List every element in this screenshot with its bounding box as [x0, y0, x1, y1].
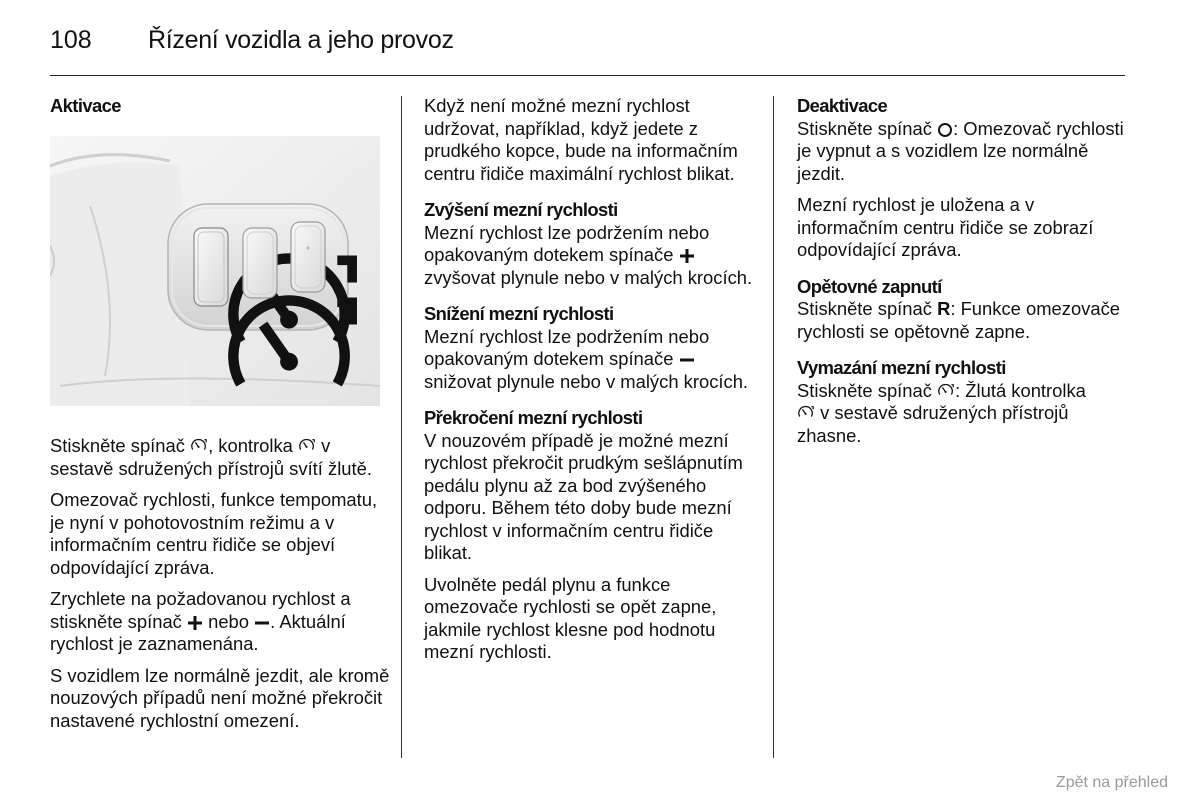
speed-limiter-icon	[937, 382, 955, 400]
paragraph: Zrychlete na požadovanou rychlost a stiskněte spínač nebo . Aktuální rychlost je zaznamenána.	[50, 588, 351, 654]
column-2	[424, 95, 759, 673]
speed-limiter-icon	[298, 437, 316, 455]
heading-increase: Zvýšení mezní rychlosti	[424, 199, 618, 220]
page-title: Řízení vozidla a jeho provoz	[148, 26, 454, 54]
heading-reenable: Opětovné zapnutí	[797, 275, 942, 297]
header-rule	[50, 75, 1125, 76]
page-number: 108	[50, 26, 92, 54]
key-r: R	[937, 298, 951, 319]
paragraph: Stiskněte spínač : Omezovač rychlosti je vypnut a s vozidlem lze normálně jezdit.	[797, 117, 1124, 184]
minus-icon	[679, 352, 695, 368]
heading-exceed: Překročení mezní rychlosti	[424, 407, 643, 428]
minus-icon	[254, 615, 270, 631]
paragraph: V nouzovém případě je možné mezní rychlost překročit prudkým sešlápnutím pedálu plynu až za bod zvýšeného odporu. Během této doby bude mezní rychlost v informačním centru řidiče blikat.	[424, 429, 743, 563]
column-3	[797, 95, 1132, 456]
paragraph: Omezovač rychlosti, funkce tempomatu, je nyní v pohotovostním režimu a v informačním centru řidiče se objeví odpovídající zpráva.	[50, 489, 378, 578]
paragraph: Mezní rychlost je uložena a v informačním centru řidiče se zobrazí odpovídající zpráva.	[797, 194, 1094, 260]
heading-decrease: Snížení mezní rychlosti	[424, 303, 614, 324]
paragraph: Uvolněte pedál plynu a funkce omezovače rychlosti se opět zapne, jakmile rychlost klesne pod hodnotu mezní rychlosti.	[424, 573, 717, 662]
paragraph: Stiskněte spínač R: Funkce omezovače rychlosti se opětovně zapne.	[797, 298, 1121, 342]
paragraph: Stiskněte spínač : Žlutá kontrolka v sestavě sdružených přístrojů zhasne.	[797, 379, 1086, 446]
column-divider	[401, 96, 402, 758]
page-header	[50, 22, 1125, 76]
paragraph: Mezní rychlost lze podržením nebo opakovaným dotekem spínače snižovat plynule nebo v malých krocích.	[424, 325, 749, 392]
heading-clear: Vymazání mezní rychlosti	[797, 357, 1006, 378]
circle-off-icon	[937, 122, 953, 138]
plus-icon	[187, 615, 203, 631]
column-1	[50, 95, 390, 741]
heading-deactivate: Deaktivace	[797, 95, 888, 116]
column-divider	[773, 96, 774, 758]
paragraph: Stiskněte spínač , kontrolka v sestavě sdružených přístrojů svítí žlutě.	[50, 435, 372, 479]
paragraph: Když není možné mezní rychlost udržovat, například, když jedete z prudkého kopce, bude na informačním centru řidiče maximální rychlost blikat.	[424, 95, 738, 184]
speed-limiter-icon	[797, 404, 815, 422]
switch-panel-illustration	[50, 136, 380, 406]
speed-limiter-icon	[190, 437, 208, 455]
back-to-overview-link[interactable]: Zpět na přehled	[1055, 774, 1168, 791]
paragraph: Mezní rychlost lze podržením nebo opakovaným dotekem spínače zvyšovat plynule nebo v malých krocích.	[424, 221, 753, 288]
heading-activation: Aktivace	[50, 95, 121, 116]
plus-icon	[679, 248, 695, 264]
paragraph: S vozidlem lze normálně jezdit, ale kromě nouzových případů není možné překročit nastavené rychlostní omezení.	[50, 664, 390, 731]
